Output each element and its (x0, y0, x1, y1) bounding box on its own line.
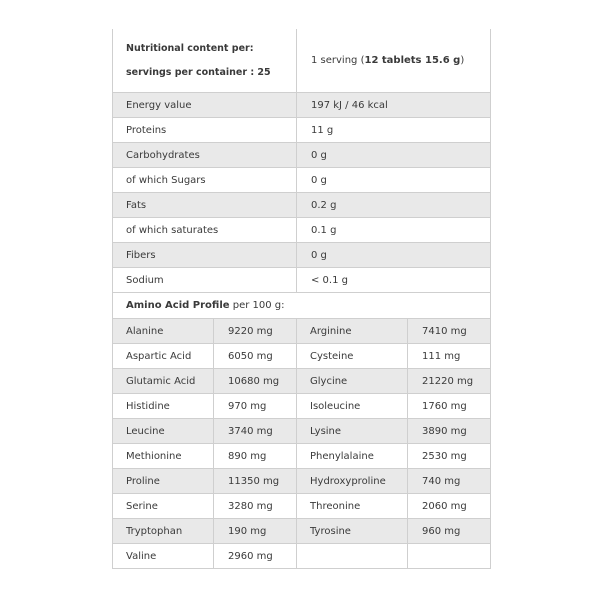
amino-value: 960 mg (422, 525, 461, 537)
nutrition-table (112, 29, 491, 569)
nutrient-value: 0 g (311, 174, 327, 186)
amino-name: Methionine (113, 444, 214, 468)
amino-value: 11350 mg (214, 469, 297, 493)
nutrient-name: Fats (113, 193, 297, 217)
amino-value (408, 544, 490, 568)
amino-name (297, 544, 408, 568)
nutrient-name: of which Sugars (113, 168, 297, 192)
table-header-row (113, 29, 490, 92)
nutrition-row-sodium (113, 267, 490, 292)
amino-name: Cysteine (297, 344, 408, 368)
amino-name: Glycine (297, 369, 408, 393)
nutrient-value: < 0.1 g (311, 274, 348, 286)
nutrient-name: Proteins (113, 118, 297, 142)
amino-name: Aspartic Acid (113, 344, 214, 368)
amino-value: 2960 mg (214, 544, 297, 568)
amino-name: Tyrosine (297, 519, 408, 543)
nutrient-name: Energy value (113, 93, 297, 117)
nutrient-value: 11 g (311, 124, 334, 136)
serving-suffix: ) (460, 55, 465, 66)
nutrient-name: Carbohydrates (113, 143, 297, 167)
amino-value: 740 mg (422, 475, 461, 487)
amino-value: 1760 mg (422, 400, 467, 412)
amino-acid-header-row (113, 292, 490, 318)
amino-value: 2530 mg (422, 450, 467, 462)
nutrient-value: 197 kJ / 46 kcal (311, 99, 388, 111)
amino-name: Lysine (297, 419, 408, 443)
serving-prefix: 1 serving ( (311, 55, 365, 66)
table-row (113, 518, 490, 543)
servings-per-container-label: servings per container : 25 (126, 67, 271, 78)
amino-value: 10680 mg (214, 369, 297, 393)
nutrient-name: Sodium (113, 268, 297, 292)
amino-value: 3890 mg (422, 425, 467, 437)
nutrition-row-carbohydrates (113, 142, 490, 167)
nutrition-row-proteins (113, 117, 490, 142)
amino-value: 111 mg (422, 350, 461, 362)
amino-value: 3280 mg (214, 494, 297, 518)
amino-name: Hydroxyproline (297, 469, 408, 493)
nutrient-value: 0 g (311, 149, 327, 161)
nutrient-name: of which saturates (113, 218, 297, 242)
table-row (113, 493, 490, 518)
amino-acid-title-rest: per 100 g: (229, 300, 285, 311)
table-row (113, 468, 490, 493)
amino-value: 890 mg (214, 444, 297, 468)
amino-name: Histidine (113, 394, 214, 418)
nutrient-value: 0.1 g (311, 224, 337, 236)
amino-value: 9220 mg (214, 319, 297, 343)
nutrition-row-fibers (113, 242, 490, 267)
amino-name: Valine (113, 544, 214, 568)
amino-value: 970 mg (214, 394, 297, 418)
amino-name: Alanine (113, 319, 214, 343)
amino-value: 21220 mg (422, 375, 474, 387)
amino-name: Serine (113, 494, 214, 518)
amino-value: 2060 mg (422, 500, 467, 512)
table-row (113, 368, 490, 393)
table-row (113, 343, 490, 368)
header-label-cell (113, 29, 297, 92)
table-row (113, 393, 490, 418)
amino-name: Tryptophan (113, 519, 214, 543)
amino-value: 3740 mg (214, 419, 297, 443)
amino-name: Isoleucine (297, 394, 408, 418)
amino-name: Glutamic Acid (113, 369, 214, 393)
table-row (113, 543, 490, 568)
nutritional-content-label: Nutritional content per: (126, 43, 254, 54)
table-row (113, 318, 490, 343)
serving-size-cell (297, 29, 490, 92)
amino-value: 190 mg (214, 519, 297, 543)
amino-name: Proline (113, 469, 214, 493)
nutrition-row-fats (113, 192, 490, 217)
amino-value: 6050 mg (214, 344, 297, 368)
nutrition-row-energy (113, 92, 490, 117)
amino-acid-title (113, 293, 285, 318)
amino-name: Arginine (297, 319, 408, 343)
amino-acid-title-bold: Amino Acid Profile (126, 300, 230, 311)
amino-name: Threonine (297, 494, 408, 518)
table-row (113, 443, 490, 468)
amino-name: Leucine (113, 419, 214, 443)
nutrition-row-saturates (113, 217, 490, 242)
table-row (113, 418, 490, 443)
nutrient-value: 0.2 g (311, 199, 337, 211)
nutrient-name: Fibers (113, 243, 297, 267)
nutrient-value: 0 g (311, 249, 327, 261)
serving-amount: 12 tablets 15.6 g (364, 55, 461, 66)
amino-value: 7410 mg (422, 325, 467, 337)
amino-name: Phenylalaine (297, 444, 408, 468)
nutrition-row-sugars (113, 167, 490, 192)
